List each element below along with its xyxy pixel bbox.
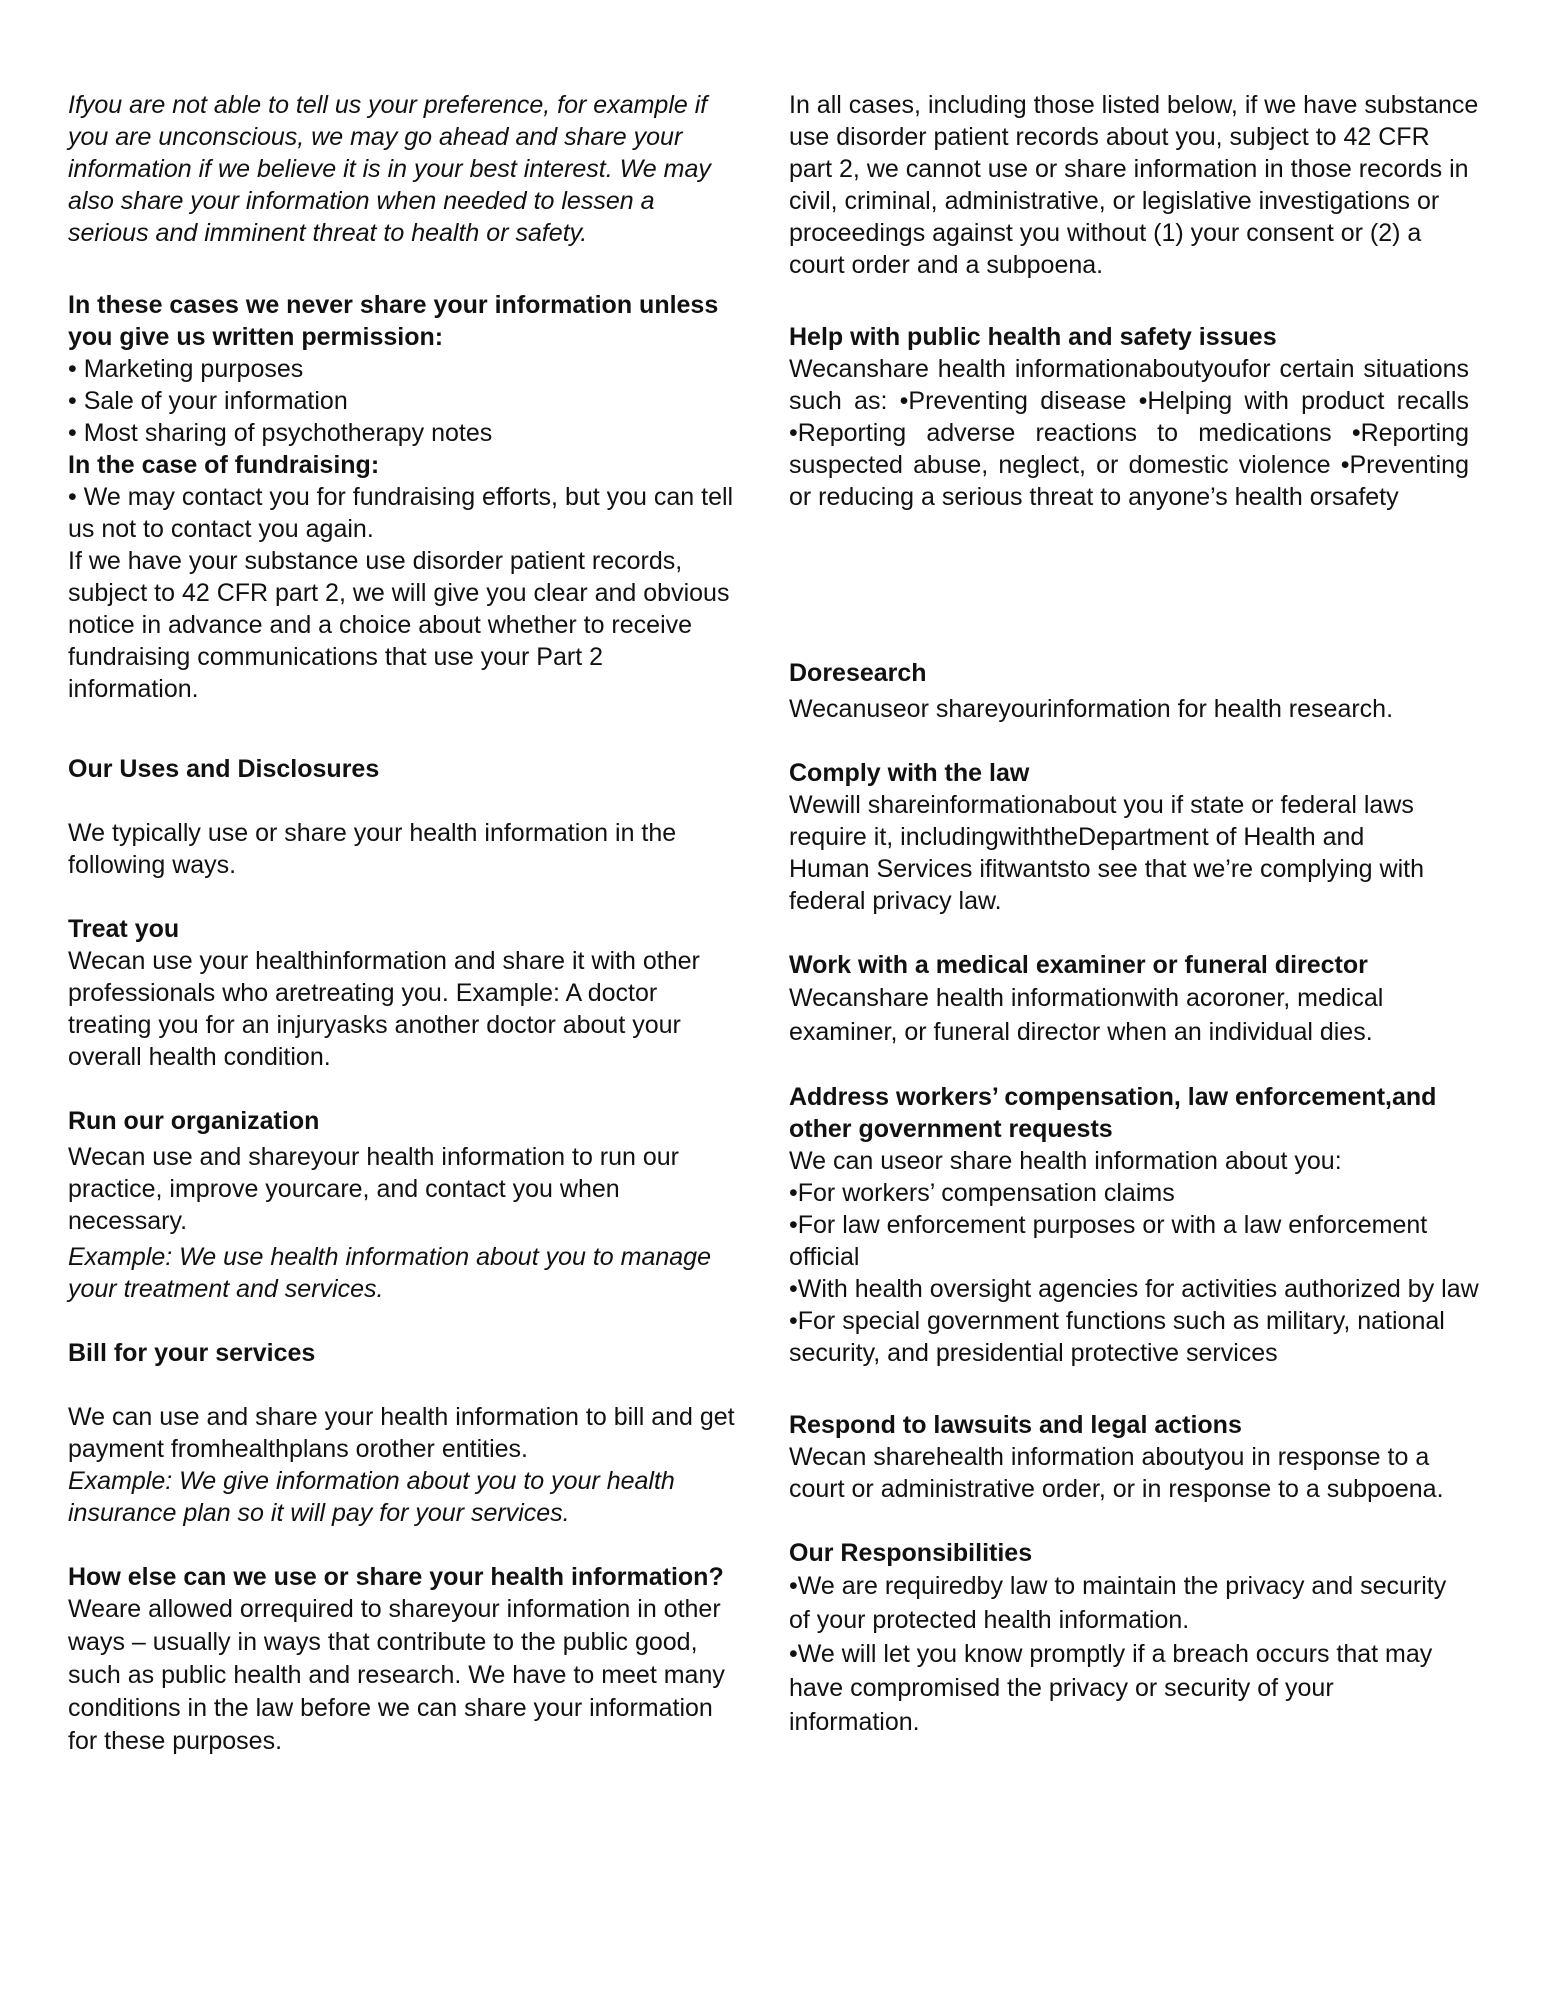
preference-paragraph: Ifyou are not able to tell us your preference, for example if you are unconscious, we may go ahead and share your information if we believe it is in your best interest. We may also share your information when needed to lessen a serious and imminent threat to health or safety.	[68, 91, 711, 247]
responsibilities-heading: Our Responsibilities	[789, 1539, 1033, 1567]
run-heading: Run our organization	[68, 1107, 320, 1135]
treat-heading: Treat you	[68, 915, 180, 943]
public-health-paragraph: Wecanshare health informationaboutyoufor certain situations such as: •Preventing disease •Helping with product recalls •Reporting adverse reactions to medications •Reporting suspected abuse, neglect, or domestic violence •Preventing or reducing a serious threat to anyone’s health orsafety	[789, 355, 1469, 511]
bill-paragraph: We can use and share your health information to bill and get payment fromhealthplans orother entities.	[68, 1403, 735, 1463]
list-item: • Most sharing of psychotherapy notes	[68, 419, 493, 447]
substance-records-paragraph: In all cases, including those listed below, if we have substance use disorder patient records about you, subject to 42 CFR part 2, we cannot use or share information in those records in civil, criminal, administrative, or legislative investigations or proceedings against you without (1) your consent or (2) a court order and a subpoena.	[789, 91, 1479, 279]
run-example: Example: We use health information about you to manage your treatment and services.	[68, 1243, 711, 1303]
how-else-paragraph: Weare allowed orrequired to shareyour information in other ways – usually in ways that contribute to the public good, such as public health and research. We have to meet many conditions in the law before we can share your information for these purposes.	[68, 1595, 725, 1755]
research-paragraph: Wecanuseor shareyourinformation for health research.	[789, 695, 1394, 723]
workers-list	[789, 1177, 1479, 1369]
bill-example: Example: We give information about you to your health insurance plan so it will pay for your services.	[68, 1467, 675, 1527]
fundraising-heading: In the case of fundraising:	[68, 451, 380, 479]
workers-heading: Address workers’ compensation, law enforcement,and other government requests	[789, 1083, 1437, 1143]
never-share-heading: In these cases we never share your information unless you give us written permission:	[68, 291, 719, 351]
right-column	[789, 89, 1479, 1739]
lawsuits-paragraph: Wecan sharehealth information aboutyou in response to a court or administrative order, or in response to a subpoena.	[789, 1443, 1444, 1503]
list-item: •For workers’ compensation claims	[789, 1179, 1175, 1207]
law-paragraph: Wewill shareinformationabout you if state or federal laws require it, includingwiththeDepartment of Health and Human Services ifitwantsto see that we’re complying with federal privacy law.	[789, 791, 1424, 915]
research-heading: Doresearch	[789, 659, 927, 687]
uses-intro: We typically use or share your health information in the following ways.	[68, 819, 677, 879]
responsibilities-list	[789, 1569, 1459, 1739]
never-share-list	[68, 353, 748, 449]
law-heading: Comply with the law	[789, 759, 1030, 787]
run-paragraph: Wecan use and shareyour health information to run our practice, improve yourcare, and contact you when necessary.	[68, 1143, 680, 1235]
lawsuits-heading: Respond to lawsuits and legal actions	[789, 1411, 1242, 1439]
public-health-heading: Help with public health and safety issues	[789, 323, 1277, 351]
workers-intro: We can useor share health information about you:	[789, 1147, 1342, 1175]
uses-heading: Our Uses and Disclosures	[68, 755, 380, 783]
how-else-heading: How else can we use or share your health information?	[68, 1563, 724, 1591]
bill-heading: Bill for your services	[68, 1339, 316, 1367]
list-item: •With health oversight agencies for activities authorized by law	[789, 1275, 1479, 1303]
fundraising-paragraph: If we have your substance use disorder patient records, subject to 42 CFR part 2, we will give you clear and obvious notice in advance and a choice about whether to receive fundraising communications that use your Part 2 information.	[68, 547, 730, 703]
examiner-paragraph: Wecanshare health informationwith acoroner, medical examiner, or funeral director when an individual dies.	[789, 984, 1384, 1046]
list-item: • Sale of your information	[68, 387, 348, 415]
list-item: •For law enforcement purposes or with a law enforcement official	[789, 1211, 1428, 1271]
list-item: • Marketing purposes	[68, 355, 304, 383]
treat-paragraph: Wecan use your healthinformation and share it with other professionals who aretreating you. Example: A doctor treating you for an injuryasks another doctor about your overall health condition.	[68, 947, 700, 1071]
fundraising-item: • We may contact you for fundraising efforts, but you can tell us not to contact you again.	[68, 483, 734, 543]
list-item: •For special government functions such as military, national security, and presidential protective services	[789, 1307, 1445, 1367]
list-item: •We will let you know promptly if a breach occurs that may have compromised the privacy or security of your information.	[789, 1640, 1433, 1736]
left-column	[68, 89, 748, 1758]
examiner-heading: Work with a medical examiner or funeral director	[789, 951, 1368, 979]
list-item: •We are requiredby law to maintain the privacy and security of your protected health information.	[789, 1572, 1447, 1634]
